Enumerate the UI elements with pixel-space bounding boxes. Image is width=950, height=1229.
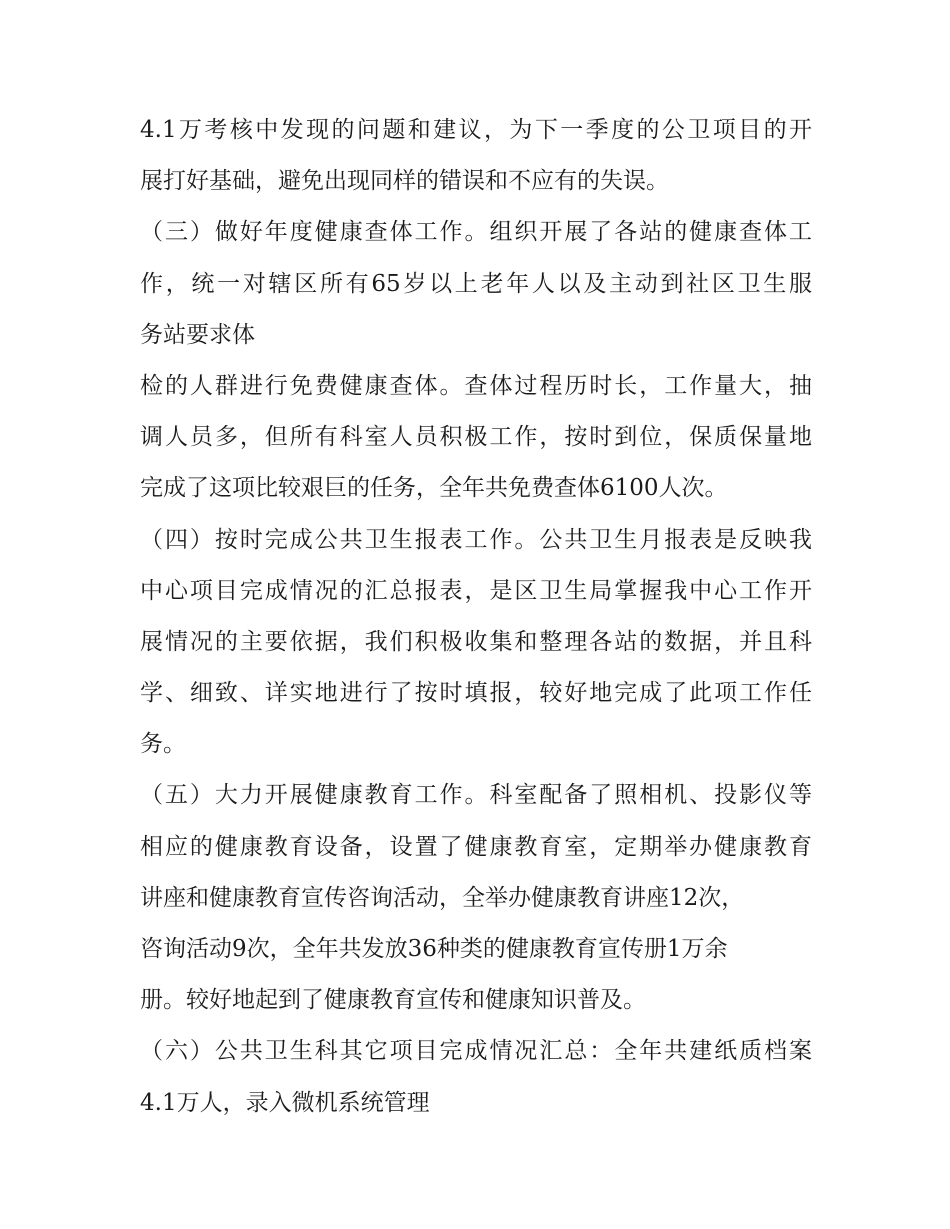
- text-line: 相应的健康教育设备，设置了健康教育室，定期举办健康教育: [140, 833, 812, 860]
- text-line: 学、细致、详实地进行了按时填报，较好地完成了此项工作任: [140, 680, 812, 707]
- text-line: （三）做好年度健康查体工作。组织开展了各站的健康查体工: [140, 219, 812, 246]
- text-line: 调人员多，但所有科室人员积极工作，按时到位，保质保量地: [140, 424, 812, 451]
- text-line: 完成了这项比较艰巨的任务，全年共免费查体6100人次。: [140, 475, 728, 502]
- text-line: 作，统一对辖区所有65岁以上老年人以及主动到社区卫生服: [140, 270, 812, 297]
- text-line: 4.1万考核中发现的问题和建议，为下一季度的公卫项目的开: [140, 117, 812, 143]
- text-line: （四）按时完成公共卫生报表工作。公共卫生月报表是反映我: [140, 526, 812, 553]
- text-line: 务站要求体: [140, 321, 255, 348]
- text-line: （六）公共卫生科其它项目完成情况汇总：全年共建纸质档案: [140, 1038, 812, 1065]
- text-line: 检的人群进行免费健康查体。查体过程历时长，工作量大，抽: [140, 372, 812, 399]
- text-line: （五）大力开展健康教育工作。科室配备了照相机、投影仪等: [140, 782, 812, 809]
- text-line: 讲座和健康教育宣传咨询活动，全举办健康教育讲座12次，: [140, 884, 745, 911]
- text-line: 咨询活动9次，全年共发放36种类的健康教育宣传册1万余: [140, 936, 728, 962]
- text-line: 展打好基础，避免出现同样的错误和不应有的失误。: [140, 168, 669, 195]
- document-body: [140, 105, 812, 1129]
- text-line: 册。较好地起到了健康教育宣传和健康知识普及。: [140, 987, 646, 1014]
- text-line: 展情况的主要依据，我们积极收集和整理各站的数据，并且科: [140, 628, 812, 655]
- text-line: 务。: [140, 731, 186, 758]
- text-line: 中心项目完成情况的汇总报表，是区卫生局掌握我中心工作开: [140, 577, 812, 604]
- text-line: 4.1万人，录入微机系统管理: [140, 1089, 430, 1116]
